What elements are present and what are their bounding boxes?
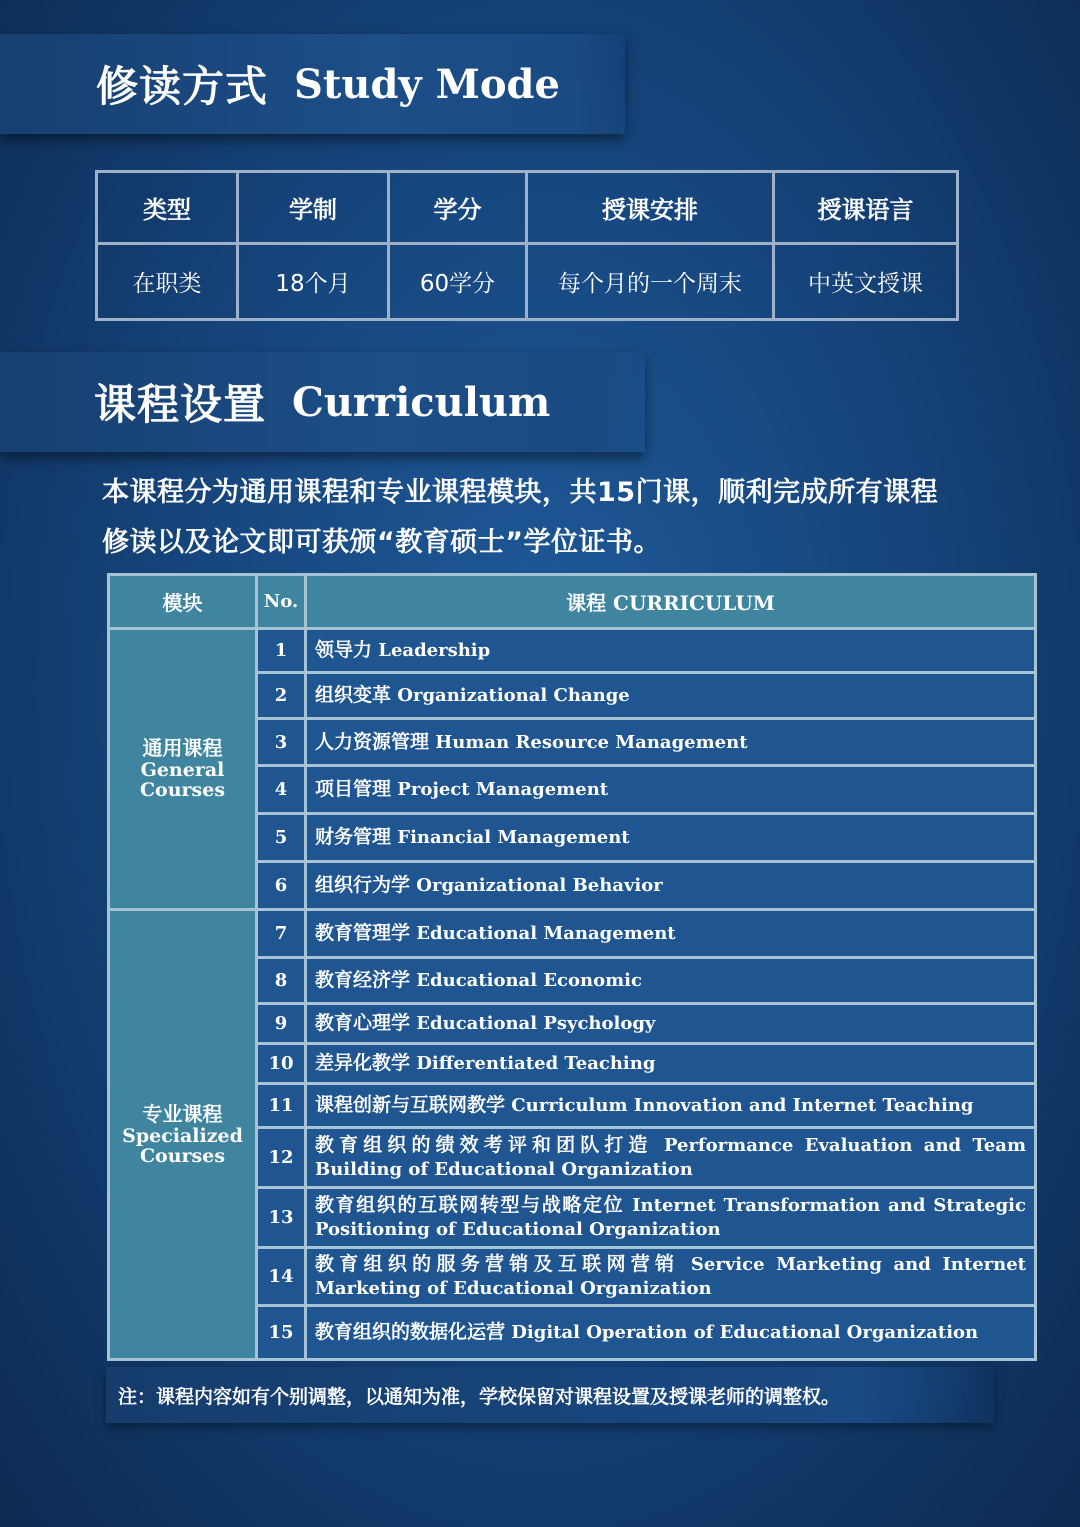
course-name-en: Financial Management — [397, 827, 630, 848]
course-name — [306, 1084, 1036, 1128]
curriculum-title-zh: 课程设置 — [94, 380, 267, 429]
module-zh: 专业课程 — [142, 1101, 223, 1126]
header-credits: 学分 — [389, 172, 527, 244]
course-name-en: Internet Transformation and Strategic Positioning of Educational Organization — [315, 1195, 1026, 1240]
course-name-en: Curriculum Innovation and Internet Teaching — [511, 1095, 974, 1116]
study-mode-table — [95, 170, 959, 321]
course-name — [306, 629, 1036, 673]
module-cell — [109, 629, 257, 910]
course-name-zh: 教育组织的服务营销及互联网营销 — [315, 1253, 680, 1275]
header-language: 授课语言 — [774, 172, 958, 244]
study-mode-title-en: Study Mode — [294, 60, 560, 108]
curriculum-intro — [102, 468, 1022, 568]
course-name-en: Educational Psychology — [416, 1013, 656, 1034]
study-mode-value-row — [97, 244, 958, 320]
course-name-zh: 组织行为学 — [315, 874, 411, 896]
course-name-zh: 教育心理学 — [315, 1012, 411, 1034]
course-name-zh: 教育组织的数据化运营 — [315, 1321, 506, 1343]
course-name-en: Organizational Change — [397, 685, 630, 706]
course-name-zh: 财务管理 — [315, 826, 392, 848]
module-zh: 通用课程 — [142, 736, 223, 760]
course-number: 7 — [257, 910, 306, 958]
header-no: No. — [257, 575, 306, 629]
course-name-zh: 教育组织的互联网转型与战略定位 — [315, 1194, 625, 1216]
course-name-en: Differentiated Teaching — [416, 1053, 656, 1074]
header-course: 课程 CURRICULUM — [306, 575, 1036, 629]
course-name-en: Organizational Behavior — [416, 875, 663, 896]
table-row — [109, 910, 1036, 958]
course-name-zh: 差异化教学 — [315, 1052, 411, 1074]
study-mode-banner — [0, 34, 625, 134]
course-number: 12 — [257, 1128, 306, 1188]
course-name-en: Human Resource Management — [435, 731, 748, 753]
course-name — [306, 958, 1036, 1004]
course-name — [306, 719, 1036, 766]
course-name-zh: 课程创新与互联网教学 — [315, 1094, 506, 1116]
course-number: 5 — [257, 814, 306, 862]
value-duration: 18个月 — [238, 244, 389, 320]
intro-line-2: 修读以及论文即可获颁“教育硕士”学位证书。 — [102, 527, 661, 558]
header-duration: 学制 — [238, 172, 389, 244]
course-name — [306, 766, 1036, 814]
course-name — [306, 1306, 1036, 1360]
course-name-en: Leadership — [378, 640, 491, 661]
course-name-en: Educational Management — [416, 923, 676, 944]
course-name-en: Educational Economic — [416, 970, 642, 991]
course-number: 9 — [257, 1004, 306, 1044]
course-name-zh: 教育管理学 — [315, 922, 411, 944]
course-number: 14 — [257, 1248, 306, 1306]
value-type: 在职类 — [97, 244, 238, 320]
module-en: Specialized Courses — [122, 1124, 243, 1167]
course-number: 15 — [257, 1306, 306, 1360]
intro-line-1: 本课程分为通用课程和专业课程模块，共15门课，顺利完成所有课程 — [102, 477, 939, 508]
course-name-zh: 人力资源管理 — [315, 730, 430, 753]
module-cell — [109, 910, 257, 1360]
curriculum-banner — [0, 352, 645, 452]
study-mode-header-row — [97, 172, 958, 244]
course-number: 2 — [257, 673, 306, 719]
course-number: 6 — [257, 862, 306, 910]
header-schedule: 授课安排 — [527, 172, 774, 244]
value-credits: 60学分 — [389, 244, 527, 320]
course-number: 10 — [257, 1044, 306, 1084]
course-name-en: Project Management — [397, 779, 609, 800]
course-number: 4 — [257, 766, 306, 814]
course-name-zh: 教育经济学 — [315, 969, 411, 991]
course-name-en: Digital Operation of Educational Organization — [511, 1322, 979, 1343]
course-name — [306, 1004, 1036, 1044]
course-name — [306, 1044, 1036, 1084]
course-number: 8 — [257, 958, 306, 1004]
curriculum-table — [107, 573, 1037, 1361]
table-row — [109, 629, 1036, 673]
course-name — [306, 1128, 1036, 1188]
course-name — [306, 862, 1036, 910]
course-name-en: Service Marketing and Internet Marketing of Educational Organization — [315, 1254, 1026, 1299]
value-language: 中英文授课 — [774, 244, 958, 320]
course-number: 11 — [257, 1084, 306, 1128]
course-name-zh: 领导力 — [315, 639, 373, 661]
value-schedule: 每个月的一个周末 — [527, 244, 774, 320]
course-name — [306, 910, 1036, 958]
curriculum-title-en: Curriculum — [292, 378, 551, 426]
study-mode-title-zh: 修读方式 — [96, 62, 269, 111]
module-en: General Courses — [139, 759, 226, 801]
course-name — [306, 1188, 1036, 1248]
header-module: 模块 — [109, 575, 257, 629]
course-name — [306, 814, 1036, 862]
curriculum-header-row — [109, 575, 1036, 629]
course-name — [306, 673, 1036, 719]
course-number: 1 — [257, 629, 306, 673]
course-name — [306, 1248, 1036, 1306]
header-type: 类型 — [97, 172, 238, 244]
course-number: 3 — [257, 719, 306, 766]
course-number: 13 — [257, 1188, 306, 1248]
course-name-zh: 组织变革 — [315, 684, 392, 706]
curriculum-note: 注：课程内容如有个别调整，以通知为准，学校保留对课程设置及授课老师的调整权。 — [106, 1367, 994, 1423]
course-name-zh: 教育组织的绩效考评和团队打造 — [315, 1134, 653, 1156]
course-name-en: Performance Evaluation and Team Building of Educational Organization — [315, 1135, 1026, 1180]
course-name-zh: 项目管理 — [315, 778, 392, 800]
